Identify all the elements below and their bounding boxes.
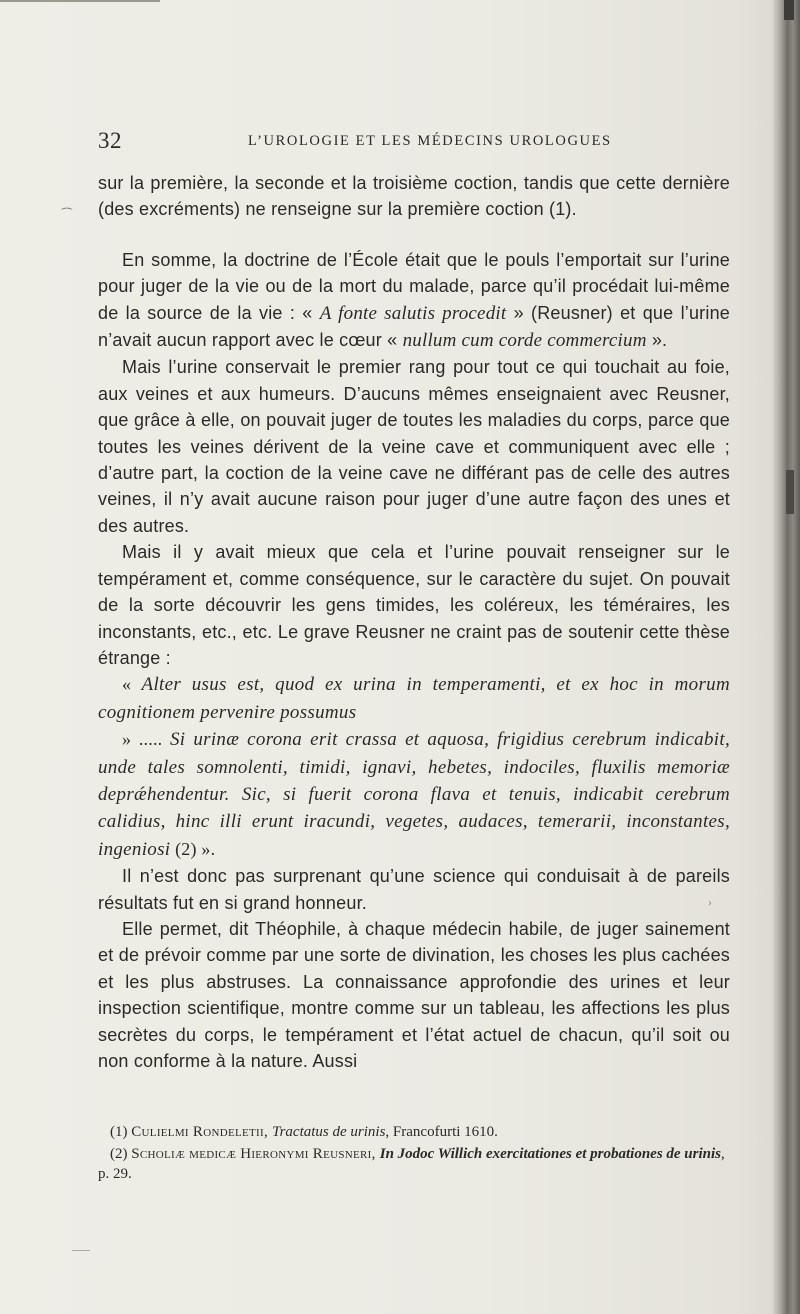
paragraph-temperament: Mais il y avait mieux que cela et l’urine pouvait renseigner sur le tempérament et, comme conséquence, sur le caractère du sujet. On pouvait de la sorte découvrir les gens timides, les coléreux, les téméraires, les inconstants, etc., etc. Le grave Reusner ne craint pas de soutenir cette thèse étrange : <box>98 542 730 668</box>
corner-mark <box>72 1250 90 1251</box>
footnote-title: Tractatus de urinis <box>272 1124 386 1140</box>
quote-reusner-2 <box>98 726 730 863</box>
latin-quote: Alter usus est, quod ex urina in temperamenti, et ex hoc in morum cognitionem pervenire possumus <box>98 674 730 723</box>
footnote-author: Scholiæ medicæ Hieronymi Reusneri, <box>131 1146 380 1162</box>
body-text <box>98 170 730 1074</box>
footnote-ref: (2) ». <box>170 838 216 859</box>
footnote-number: (1) <box>110 1124 132 1140</box>
footnote-2 <box>98 1144 730 1184</box>
text-run: En somme, la doctrine de l’École était que le pouls l’emportait sur l’urine pour juger de la vie ou de la mort du malade, parce qu’il procédait lui-même de la source de la vie : « <box>98 249 730 323</box>
page-number: 32 <box>98 128 122 153</box>
latin-quote: Si urinæ corona erit crassa et aquosa, frigidius cerebrum indicabit, unde tales somnolenti, timidi, ignavi, hebetes, indociles, fluxilis memoriæ deprǽhendentur. Sic, si fuerit corona flava et tenuis, indicabit cerebrum calidius, hinc illi erunt iracundi, vegetes, audaces, temerarii, inconstantes, ingeniosi <box>98 729 730 860</box>
latin-quote: A fonte salutis procedit <box>319 302 507 324</box>
latin-quote: nullum cum corde commercium <box>402 330 647 352</box>
text-run: » (Reusner) et que l’urine n’avait aucun rapport avec le cœur « <box>98 302 730 351</box>
margin-mark-icon: › <box>708 898 712 909</box>
text-run: ». <box>646 330 668 351</box>
quote-mark: « <box>122 674 142 695</box>
paragraph-continuation: sur la première, la seconde et la troisième coction, tandis que cette dernière (des excréments) ne renseigne sur la première coction (1). <box>98 173 730 220</box>
margin-mark-icon: ⁀ <box>62 208 72 222</box>
binding-tab <box>784 0 794 20</box>
footnote-rest: , p. 29. <box>98 1146 725 1182</box>
quote-reusner-1 <box>98 671 730 726</box>
paragraph-urine-rank: Mais l’urine conservait le premier rang pour tout ce qui touchait au foie, aux veines et aux humeurs. D’aucuns mêmes enseignaient avec Reusner, que grâce à elle, on pouvait juger de toutes les maladies du corps, parce que toutes les veines dérivent de la veine cave et communiquent avec elle ; d’autre part, la coction de la veine cave ne différant pas de celle des autres veines, il n’y avait aucune raison pour juger d’une autre façon des unes et des autres. <box>98 357 730 536</box>
quote-mark: » ..... <box>122 729 170 750</box>
top-edge-rule <box>0 0 160 2</box>
paragraph-theophile: Elle permet, dit Théophile, à chaque médecin habile, de juger sainement et de prévoir comme par une sorte de divination, les choses les plus cachées et les plus abstruses. La connaissance approfondie des urines et leur inspection scientifique, montre comme sur un tableau, les affections les plus secrètes du corps, le tempérament et l’état actuel de chacun, qu’il soit ou non conforme à la nature. Aussi <box>98 918 730 1071</box>
footnote-author: Culielmi Rondeletii, <box>131 1124 273 1140</box>
footnotes <box>98 1122 730 1186</box>
footnote-title: In Jodoc Willich exercitationes et probationes de urinis <box>379 1146 722 1162</box>
binding-tab-lower <box>786 470 794 514</box>
footnote-1 <box>98 1122 730 1142</box>
book-binding-edge <box>772 0 800 1314</box>
paragraph-doctrine <box>98 247 730 355</box>
footnote-number: (2) <box>110 1146 132 1162</box>
paragraph-honneur: Il n’est donc pas surprenant qu’une science qui conduisait à de pareils résultats fut en si grand honneur. <box>98 866 730 913</box>
footnote-rest: , Francofurti 1610. <box>385 1124 498 1140</box>
running-header <box>98 130 720 156</box>
running-title: L’UROLOGIE ET LES MÉDECINS UROLOGUES <box>248 133 612 149</box>
